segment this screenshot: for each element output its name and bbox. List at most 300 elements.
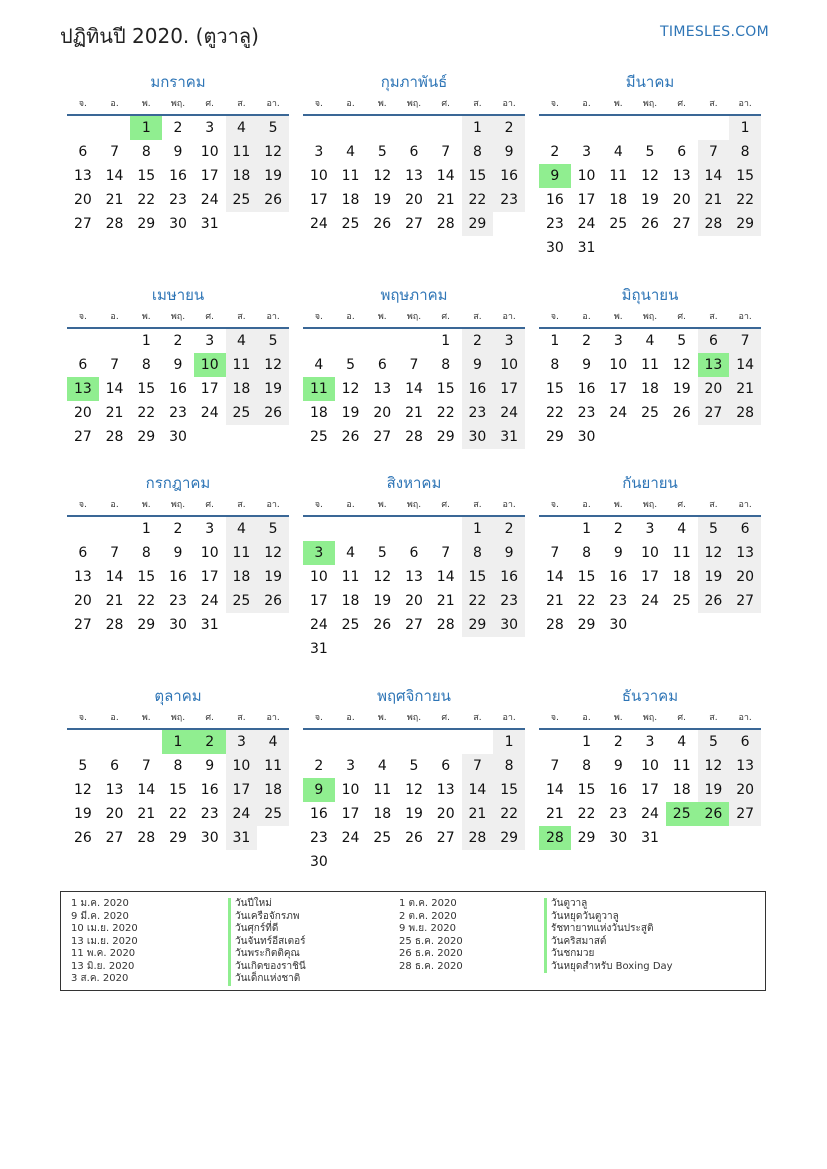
day-cell: 5 — [677, 333, 687, 349]
weekday-label: อ. — [582, 312, 591, 322]
legend-holiday-name: วันเด็กแห่งชาติ — [228, 973, 306, 986]
day-cell: 29 — [577, 617, 596, 633]
empty-cell — [67, 730, 99, 754]
weekday-label: อา. — [738, 99, 752, 109]
day-cell: 7 — [141, 758, 151, 774]
day-cell: 31 — [200, 617, 219, 633]
day-cell: 20 — [436, 806, 455, 822]
day-cell: 3 — [582, 144, 592, 160]
weekday-label: ส. — [473, 500, 482, 510]
day-cell: 10 — [609, 357, 628, 373]
weekday-label: พ. — [613, 312, 623, 322]
day-cell: 9 — [613, 545, 623, 561]
weekday-label: อา. — [502, 312, 516, 322]
day-cell: 4 — [257, 730, 289, 754]
day-cell: 21 — [436, 593, 455, 609]
day-cell: 6 — [409, 144, 419, 160]
empty-cell — [99, 116, 131, 140]
day-cell: 22 — [137, 192, 156, 208]
day-cell: 9 — [462, 353, 494, 377]
empty-cell — [430, 730, 462, 754]
day-cell: 15 — [545, 381, 564, 397]
empty-cell — [366, 329, 398, 353]
day-cell: 16 — [169, 381, 187, 397]
day-cell: 29 — [577, 830, 596, 846]
day-cell: 14 — [105, 381, 124, 397]
day-cell: 15 — [462, 164, 494, 188]
empty-cell — [335, 116, 367, 140]
day-cell: 7 — [409, 357, 419, 373]
weekday-label: ส. — [709, 713, 718, 723]
legend-holiday-name: วันพระกิตติคุณ — [228, 948, 306, 961]
day-cell: 24 — [641, 806, 659, 822]
day-cell: 17 — [609, 381, 628, 397]
day-cell: 8 — [441, 357, 451, 373]
empty-cell — [366, 116, 398, 140]
legend-holiday-name: วันปีใหม่ — [228, 898, 306, 911]
day-cell: 1 — [462, 517, 494, 541]
weekday-label: พ. — [141, 713, 151, 723]
weekday-label: ส. — [237, 312, 246, 322]
weekday-label: พ. — [613, 713, 623, 723]
day-cell: 29 — [729, 212, 761, 236]
day-cell: 17 — [309, 192, 328, 208]
day-cell: 31 — [641, 830, 659, 846]
day-cell: 24 — [341, 830, 360, 846]
day-cell: 26 — [341, 429, 360, 445]
day-cell: 30 — [169, 216, 187, 232]
weekday-label: จ. — [550, 500, 559, 510]
day-cell: 8 — [493, 754, 525, 778]
weekday-label: พ. — [613, 500, 623, 510]
day-cell: 24 — [200, 192, 219, 208]
month-block — [67, 684, 289, 850]
day-cell: 12 — [73, 782, 92, 798]
day-cell: 31 — [493, 425, 525, 449]
day-cell: 14 — [105, 168, 124, 184]
day-cell: 31 — [309, 641, 328, 657]
day-grid — [303, 116, 525, 236]
day-cell: 29 — [493, 826, 525, 850]
day-cell: 4 — [346, 545, 356, 561]
day-cell: 12 — [641, 168, 659, 184]
empty-cell — [303, 116, 335, 140]
legend-names-col-1 — [228, 898, 306, 986]
day-cell: 30 — [462, 425, 494, 449]
legend-date: 9 มี.ค. 2020 — [71, 910, 129, 922]
day-cell: 27 — [729, 802, 761, 826]
day-cell: 16 — [169, 168, 187, 184]
day-cell: 18 — [641, 381, 659, 397]
day-cell: 25 — [257, 802, 289, 826]
day-cell: 6 — [409, 545, 419, 561]
month-name: พฤษภาคม — [380, 286, 448, 304]
day-cell: 24 — [577, 216, 596, 232]
day-cell: 7 — [698, 140, 730, 164]
day-cell: 29 — [137, 216, 156, 232]
day-cell: 3 — [645, 521, 655, 537]
day-cell: 8 — [462, 541, 494, 565]
weekday-label: จ. — [78, 312, 87, 322]
day-cell: 28 — [698, 212, 730, 236]
day-cell: 4 — [226, 116, 258, 140]
empty-cell — [335, 329, 367, 353]
day-cell: 2 — [493, 517, 525, 541]
day-cell: 13 — [105, 782, 124, 798]
month-name: เมษายน — [151, 286, 205, 304]
legend-holiday-name: รัชทายาทแห่งวันประสูติ — [544, 923, 673, 936]
legend-holiday-name: วันศุกร์ที่ดี — [228, 923, 306, 936]
day-cell: 5 — [257, 329, 289, 353]
day-cell: 6 — [677, 144, 687, 160]
day-cell: 30 — [169, 429, 187, 445]
day-cell: 26 — [373, 216, 392, 232]
day-cell: 21 — [105, 405, 124, 421]
day-cell: 11 — [226, 140, 258, 164]
day-cell: 14 — [462, 778, 494, 802]
day-cell: 24 — [309, 216, 328, 232]
day-cell: 23 — [609, 806, 628, 822]
day-cell: 3 — [346, 758, 356, 774]
empty-cell — [571, 116, 603, 140]
day-cell: 18 — [226, 164, 258, 188]
day-grid — [539, 517, 761, 637]
day-cell: 9 — [613, 758, 623, 774]
day-cell: 18 — [672, 782, 691, 798]
day-cell: 17 — [341, 806, 360, 822]
day-cell: 6 — [729, 517, 761, 541]
weekday-label: อ. — [346, 99, 355, 109]
day-cell: 5 — [377, 144, 387, 160]
day-cell: 27 — [73, 617, 92, 633]
day-cell: 22 — [545, 405, 564, 421]
month-block — [539, 684, 761, 850]
weekday-label: พ. — [141, 312, 151, 322]
day-cell: 6 — [698, 329, 730, 353]
day-cell: 20 — [73, 593, 92, 609]
legend-date: 25 ธ.ค. 2020 — [399, 935, 463, 947]
day-cell: 14 — [436, 168, 455, 184]
legend-date: 3 ส.ค. 2020 — [71, 973, 129, 984]
day-cell: 15 — [436, 381, 455, 397]
day-cell: 4 — [613, 144, 623, 160]
legend-holiday-name: วันเครือจักรภพ — [228, 911, 306, 924]
weekday-label: ส. — [237, 713, 246, 723]
weekday-label: พฤ. — [170, 99, 186, 109]
empty-cell — [430, 116, 462, 140]
weekday-label: อา. — [502, 99, 516, 109]
weekday-label: อ. — [110, 312, 119, 322]
day-cell: 4 — [377, 758, 387, 774]
weekday-label: พ. — [377, 713, 387, 723]
day-cell: 13 — [729, 541, 761, 565]
day-cell: 28 — [105, 429, 124, 445]
weekday-label: พ. — [141, 500, 151, 510]
legend-date: 10 เม.ย. 2020 — [71, 923, 138, 934]
day-cell: 28 — [436, 617, 455, 633]
day-cell: 15 — [137, 381, 156, 397]
day-cell: 24 — [641, 593, 659, 609]
day-cell: 21 — [545, 593, 564, 609]
weekday-header — [67, 495, 289, 517]
empty-cell — [99, 517, 131, 541]
day-cell: 5 — [257, 517, 289, 541]
day-cell: 29 — [169, 830, 187, 846]
day-cell: 26 — [257, 188, 289, 212]
day-cell: 1 — [141, 333, 151, 349]
day-cell: 9 — [173, 144, 183, 160]
day-cell: 27 — [436, 830, 455, 846]
weekday-label: ศ. — [205, 713, 214, 723]
legend-date: 2 ต.ค. 2020 — [399, 910, 457, 922]
day-cell: 1 — [550, 333, 560, 349]
day-cell: 31 — [577, 240, 596, 256]
day-grid — [303, 730, 525, 874]
weekday-label: ส. — [473, 713, 482, 723]
day-cell: 22 — [493, 802, 525, 826]
day-cell: 12 — [373, 569, 392, 585]
day-cell: 18 — [373, 806, 392, 822]
month-block — [303, 70, 525, 236]
month-name: สิงหาคม — [386, 474, 442, 492]
day-cell: 16 — [493, 164, 525, 188]
day-cell: 30 — [309, 854, 328, 870]
day-cell: 8 — [550, 357, 560, 373]
month-block — [303, 684, 525, 874]
day-cell: 12 — [405, 782, 423, 798]
weekday-label: อ. — [110, 500, 119, 510]
day-cell: 4 — [314, 357, 324, 373]
month-block — [539, 283, 761, 449]
empty-cell — [666, 116, 698, 140]
day-cell: 9 — [493, 140, 525, 164]
day-cell: 28 — [105, 617, 124, 633]
day-cell: 23 — [462, 401, 494, 425]
day-cell: 12 — [698, 541, 730, 565]
day-cell: 29 — [462, 613, 494, 637]
weekday-label: อา. — [502, 713, 516, 723]
day-cell: 27 — [405, 216, 423, 232]
month-block — [539, 471, 761, 637]
day-cell: 21 — [729, 377, 761, 401]
day-grid — [67, 517, 289, 637]
legend-date: 1 ม.ค. 2020 — [71, 898, 129, 909]
weekday-label: อา. — [266, 713, 280, 723]
empty-cell — [67, 116, 99, 140]
day-cell: 16 — [462, 377, 494, 401]
empty-cell — [398, 730, 430, 754]
day-cell: 11 — [672, 545, 691, 561]
day-cell: 11 — [641, 357, 659, 373]
day-cell: 9 — [173, 545, 183, 561]
day-cell: 21 — [405, 405, 423, 421]
day-cell: 29 — [137, 617, 156, 633]
legend-date: 13 มิ.ย. 2020 — [71, 960, 135, 972]
page-title: ปฏิทินปี 2020. (ตูวาลู) — [60, 24, 259, 48]
holiday-day-cell: 28 — [539, 826, 571, 850]
legend-date: 11 พ.ค. 2020 — [71, 948, 136, 959]
weekday-label: พฤ. — [406, 500, 422, 510]
day-cell: 2 — [613, 734, 623, 750]
weekday-label: จ. — [550, 713, 559, 723]
day-cell: 31 — [200, 216, 219, 232]
day-cell: 19 — [73, 806, 92, 822]
day-cell: 2 — [173, 333, 183, 349]
day-grid — [539, 730, 761, 850]
day-cell: 8 — [141, 357, 151, 373]
day-cell: 25 — [226, 401, 258, 425]
day-grid — [539, 329, 761, 449]
day-cell: 22 — [436, 405, 455, 421]
day-cell: 23 — [309, 830, 328, 846]
day-cell: 16 — [200, 782, 219, 798]
day-cell: 22 — [462, 188, 494, 212]
day-grid — [539, 116, 761, 260]
day-cell: 20 — [698, 377, 730, 401]
day-cell: 7 — [441, 144, 451, 160]
weekday-label: ศ. — [677, 500, 686, 510]
weekday-header — [303, 94, 525, 116]
day-cell: 26 — [257, 401, 289, 425]
day-cell: 21 — [137, 806, 156, 822]
day-cell: 20 — [73, 192, 92, 208]
day-cell: 4 — [677, 521, 687, 537]
month-name: พฤศจิกายน — [377, 687, 451, 705]
month-name: มิถุนายน — [621, 286, 679, 304]
day-cell: 19 — [373, 192, 392, 208]
day-cell: 27 — [729, 589, 761, 613]
month-name: มกราคม — [150, 73, 206, 91]
day-cell: 24 — [609, 405, 628, 421]
month-block — [303, 471, 525, 661]
day-cell: 18 — [257, 778, 289, 802]
weekday-label: จ. — [314, 312, 323, 322]
day-cell: 3 — [493, 329, 525, 353]
day-cell: 1 — [462, 116, 494, 140]
day-cell: 7 — [110, 545, 120, 561]
weekday-label: ศ. — [205, 99, 214, 109]
weekday-label: จ. — [314, 500, 323, 510]
weekday-label: พฤ. — [170, 312, 186, 322]
empty-cell — [602, 116, 634, 140]
day-cell: 3 — [205, 333, 215, 349]
holiday-day-cell: 13 — [67, 377, 99, 401]
day-cell: 13 — [729, 754, 761, 778]
weekday-label: พ. — [377, 99, 387, 109]
day-cell: 22 — [137, 593, 156, 609]
weekday-label: อา. — [502, 500, 516, 510]
month-name: กรกฎาคม — [145, 474, 211, 492]
day-cell: 5 — [409, 758, 419, 774]
weekday-label: พ. — [613, 99, 623, 109]
holiday-day-cell: 10 — [194, 353, 226, 377]
day-cell: 20 — [405, 593, 423, 609]
day-cell: 13 — [373, 381, 392, 397]
day-cell: 16 — [577, 381, 596, 397]
day-cell: 16 — [493, 565, 525, 589]
empty-cell — [303, 329, 335, 353]
day-cell: 26 — [73, 830, 92, 846]
weekday-label: อ. — [110, 713, 119, 723]
day-cell: 22 — [577, 806, 596, 822]
day-cell: 7 — [462, 754, 494, 778]
weekday-header — [303, 307, 525, 329]
day-cell: 6 — [78, 545, 88, 561]
day-cell: 25 — [341, 617, 360, 633]
day-cell: 3 — [205, 521, 215, 537]
day-cell: 25 — [309, 429, 328, 445]
day-cell: 26 — [641, 216, 659, 232]
day-cell: 9 — [173, 357, 183, 373]
holiday-day-cell: 2 — [194, 730, 226, 754]
day-cell: 15 — [493, 778, 525, 802]
weekday-label: ศ. — [205, 312, 214, 322]
day-cell: 17 — [641, 782, 659, 798]
day-cell: 17 — [309, 593, 328, 609]
day-cell: 2 — [550, 144, 560, 160]
site-link[interactable]: TIMESLES.COM — [660, 24, 769, 40]
day-cell: 30 — [200, 830, 219, 846]
day-cell: 10 — [341, 782, 360, 798]
weekday-label: อ. — [346, 312, 355, 322]
day-cell: 28 — [405, 429, 423, 445]
weekday-header — [303, 708, 525, 730]
weekday-label: ส. — [709, 500, 718, 510]
day-cell: 2 — [173, 120, 183, 136]
legend-holiday-name: วันชกมวย — [544, 948, 673, 961]
weekday-header — [539, 495, 761, 517]
legend-holiday-name: วันหยุดสำหรับ Boxing Day — [544, 961, 673, 974]
day-cell: 2 — [493, 116, 525, 140]
day-cell: 1 — [582, 734, 592, 750]
weekday-label: ศ. — [441, 312, 450, 322]
day-cell: 14 — [545, 569, 564, 585]
weekday-label: ศ. — [441, 500, 450, 510]
holiday-day-cell: 25 — [666, 802, 698, 826]
weekday-label: พ. — [377, 500, 387, 510]
weekday-label: จ. — [314, 713, 323, 723]
day-cell: 15 — [577, 782, 596, 798]
day-cell: 8 — [141, 545, 151, 561]
day-cell: 8 — [582, 758, 592, 774]
day-cell: 13 — [73, 569, 92, 585]
weekday-label: อ. — [346, 500, 355, 510]
day-cell: 23 — [200, 806, 219, 822]
weekday-label: อา. — [738, 713, 752, 723]
empty-cell — [67, 329, 99, 353]
day-cell: 18 — [226, 565, 258, 589]
day-cell: 17 — [641, 569, 659, 585]
day-cell: 20 — [405, 192, 423, 208]
day-cell: 10 — [200, 545, 219, 561]
day-cell: 14 — [105, 569, 124, 585]
day-cell: 2 — [613, 521, 623, 537]
day-cell: 1 — [493, 730, 525, 754]
day-cell: 12 — [257, 353, 289, 377]
day-cell: 19 — [672, 381, 691, 397]
day-cell: 30 — [493, 613, 525, 637]
day-cell: 15 — [462, 565, 494, 589]
day-cell: 10 — [309, 168, 328, 184]
day-cell: 4 — [226, 517, 258, 541]
day-cell: 17 — [226, 778, 258, 802]
day-cell: 27 — [373, 429, 392, 445]
day-cell: 19 — [373, 593, 392, 609]
legend-holiday-name: วันจันทร์อีสเตอร์ — [228, 936, 306, 949]
day-cell: 28 — [462, 826, 494, 850]
empty-cell — [303, 517, 335, 541]
day-cell: 16 — [609, 569, 628, 585]
